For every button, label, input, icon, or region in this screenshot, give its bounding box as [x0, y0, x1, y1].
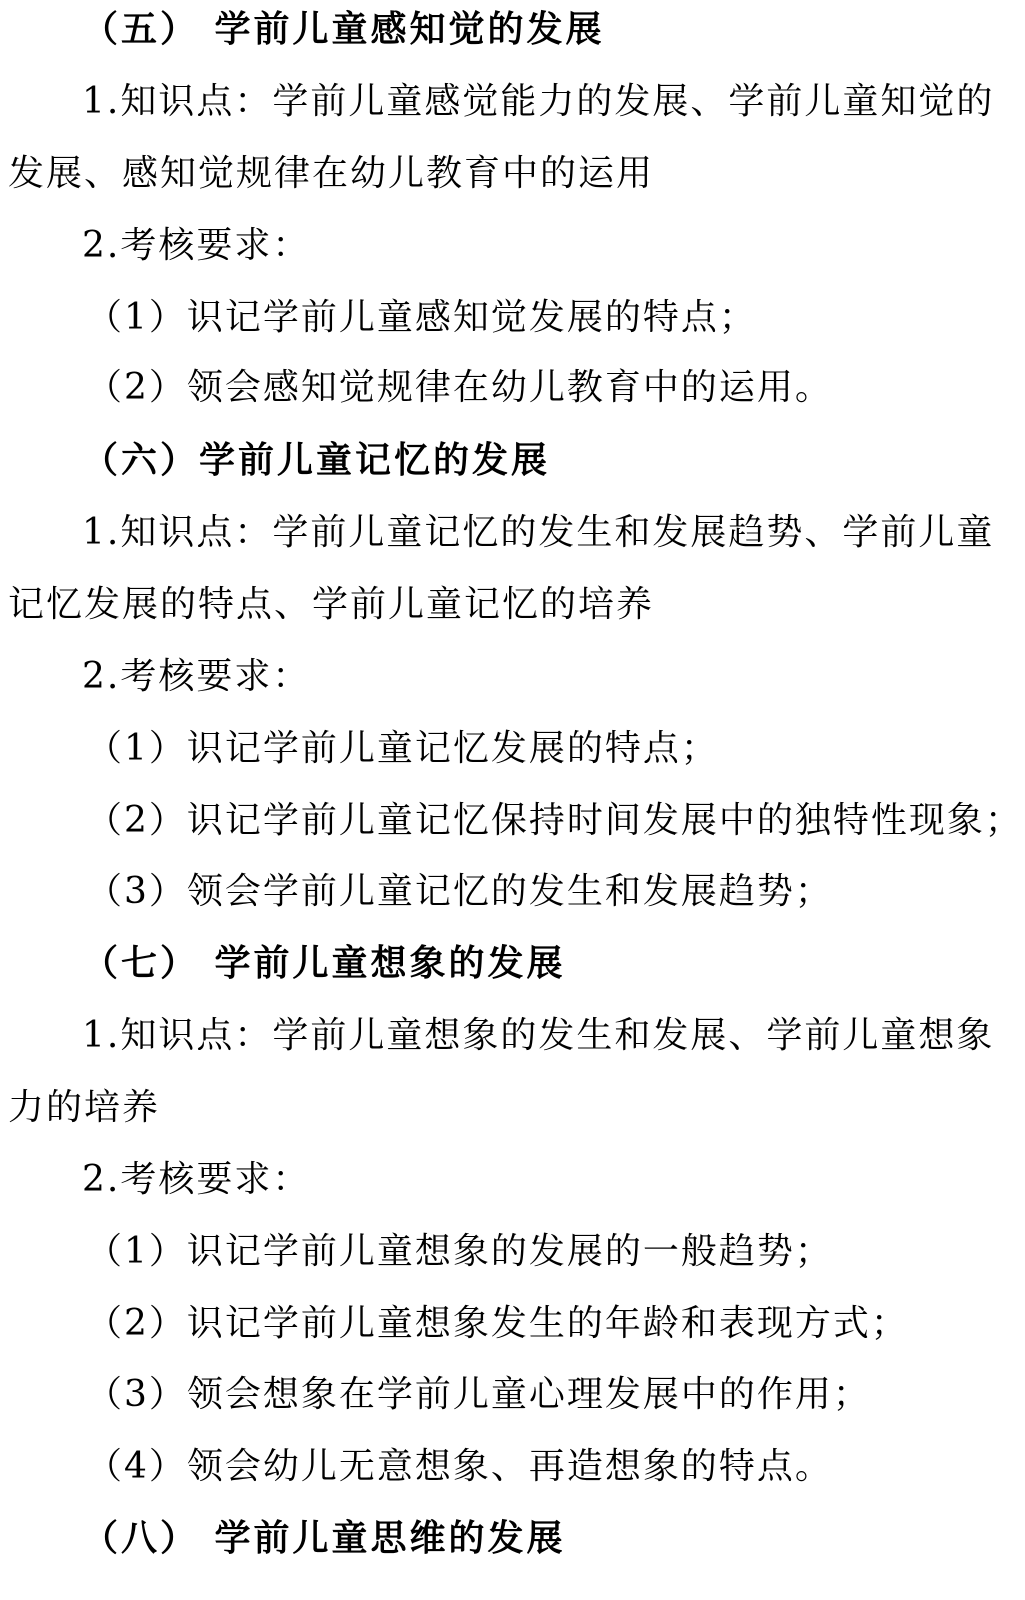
- requirement-item: （2）领会感知觉规律在幼儿教育中的运用。: [86, 367, 833, 408]
- requirement-item: （4）领会幼儿无意想象、再造想象的特点。: [86, 1446, 833, 1487]
- knowledge-points-continuation: 发展、感知觉规律在幼儿教育中的运用: [8, 153, 655, 194]
- section-heading: （六）学前儿童记忆的发展: [82, 440, 551, 481]
- requirements-label: 2.考核要求：: [82, 1159, 311, 1200]
- knowledge-points-line: 1.知识点：学前儿童记忆的发生和发展趋势、学前儿童: [82, 512, 995, 553]
- requirement-item: （1）识记学前儿童想象的发展的一般趋势；: [86, 1231, 833, 1272]
- knowledge-points-line: 1.知识点：学前儿童感觉能力的发展、学前儿童知觉的: [82, 81, 995, 122]
- requirement-item: （3）领会学前儿童记忆的发生和发展趋势；: [86, 871, 833, 912]
- requirement-item: （1）识记学前儿童记忆发展的特点；: [86, 728, 719, 769]
- requirement-item: （2）识记学前儿童记忆保持时间发展中的独特性现象；: [86, 800, 1023, 841]
- section-heading: （八） 学前儿童思维的发展: [82, 1518, 566, 1559]
- knowledge-points-continuation: 力的培养: [8, 1087, 161, 1128]
- section-heading: （七） 学前儿童想象的发展: [82, 943, 566, 984]
- requirement-item: （3）领会想象在学前儿童心理发展中的作用；: [86, 1374, 871, 1415]
- requirement-item: （1）识记学前儿童感知觉发展的特点；: [86, 297, 757, 338]
- requirement-item: （2）识记学前儿童想象发生的年龄和表现方式；: [86, 1303, 909, 1344]
- section-heading: （五） 学前儿童感知觉的发展: [82, 9, 605, 50]
- requirements-label: 2.考核要求：: [82, 656, 311, 697]
- knowledge-points-continuation: 记忆发展的特点、学前儿童记忆的培养: [8, 584, 655, 625]
- knowledge-points-line: 1.知识点：学前儿童想象的发生和发展、学前儿童想象: [82, 1015, 995, 1056]
- requirements-label: 2.考核要求：: [82, 225, 311, 266]
